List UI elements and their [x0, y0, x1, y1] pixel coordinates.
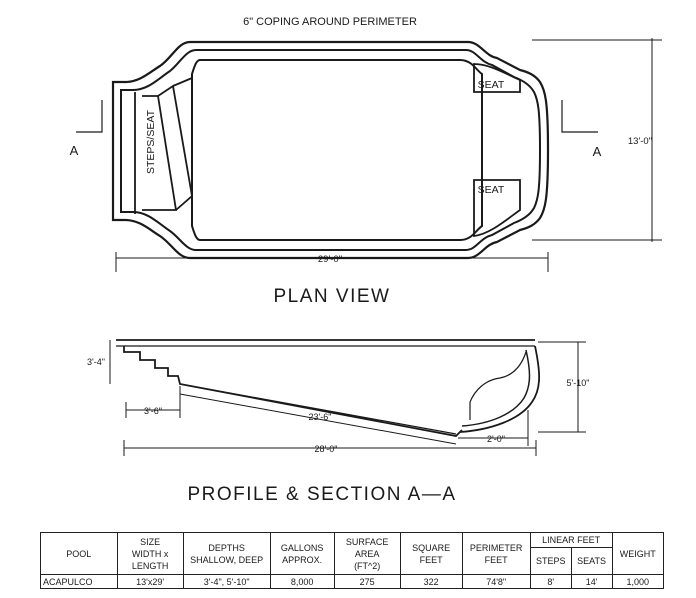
profile-section — [87, 340, 589, 505]
total-length-label: 28'-0" — [314, 444, 338, 454]
deep-depth-label: 5'-10" — [566, 378, 590, 388]
seat-top-label: SEAT — [477, 79, 505, 91]
header-size-line3: LENGTH — [131, 560, 169, 571]
steps-seat — [135, 78, 192, 214]
deep-depth-dimension — [538, 342, 589, 432]
seat-bottom-label: SEAT — [477, 184, 505, 196]
profile-steps — [124, 346, 462, 436]
plan-view — [70, 16, 662, 307]
header-depths — [183, 533, 270, 575]
header-linear-label: LINEAR FEET — [542, 535, 601, 545]
header-gallons-line1: GALLONS — [280, 542, 324, 553]
coping-note: 6" COPING AROUND PERIMETER — [243, 16, 417, 28]
header-steps — [530, 548, 571, 575]
header-weight-label: WEIGHT — [619, 548, 656, 559]
cell-size: 13'x29' — [117, 575, 183, 589]
header-square-line2: FEET — [419, 554, 443, 565]
header-surface-line1: SURFACE — [345, 536, 389, 547]
cell-steps: 8' — [530, 575, 571, 589]
cell-seats: 14' — [571, 575, 612, 589]
plan-view-title: PLAN VIEW — [273, 286, 391, 307]
header-size-line1: SIZE — [140, 536, 161, 547]
slope-length-dimension — [180, 394, 456, 444]
profile-title: PROFILE & SECTION A—A — [187, 484, 457, 505]
header-linear-feet — [530, 533, 612, 548]
section-label-left: A — [69, 143, 79, 158]
header-depths-line2: SHALLOW, DEEP — [190, 554, 264, 565]
header-pool-label: POOL — [66, 548, 92, 559]
header-size — [117, 533, 183, 575]
specs-table — [40, 532, 664, 589]
section-label-right: A — [592, 144, 602, 159]
cell-perimeter: 74'8" — [462, 575, 530, 589]
width-dim-label: 13'-0" — [627, 136, 653, 147]
cell-depths: 3'-4", 5'-10" — [183, 575, 270, 589]
header-seats-label: SEATS — [577, 556, 606, 566]
shallow-length-label: 3'-6" — [144, 406, 162, 416]
header-surface-line2: AREA — [354, 548, 380, 559]
header-perimeter-line1: PERIMETER — [469, 542, 523, 553]
header-perimeter — [462, 533, 530, 575]
header-gallons-line2: APPROX. — [282, 554, 323, 565]
cell-pool: ACAPULCO — [41, 575, 118, 589]
header-steps-label: STEPS — [535, 556, 566, 566]
length-dim-label: 29'-0" — [317, 254, 343, 265]
shallow-depth-label: 3'-4" — [87, 357, 105, 367]
width-dimension — [532, 38, 662, 242]
pool-floor-outline — [192, 60, 482, 240]
slope-length-label: 23'-6" — [308, 412, 332, 422]
header-surface — [334, 533, 400, 575]
cell-gallons: 8,000 — [270, 575, 334, 589]
cell-square: 322 — [400, 575, 462, 589]
table-row — [41, 575, 664, 589]
header-seats — [571, 548, 612, 575]
header-square-line1: SQUARE — [412, 542, 451, 553]
deep-length-label: 2'-0" — [487, 434, 505, 444]
header-perimeter-line2: FEET — [484, 554, 508, 565]
section-marker-left — [70, 100, 102, 158]
total-length-dimension — [124, 440, 536, 456]
shallow-depth-dimension — [87, 340, 110, 384]
cell-weight: 1,000 — [612, 575, 663, 589]
steps-seat-label: STEPS/SEAT — [145, 110, 157, 174]
header-square — [400, 533, 462, 575]
header-depths-line1: DEPTHS — [208, 542, 245, 553]
section-marker-right — [562, 100, 602, 159]
header-gallons — [270, 533, 334, 575]
shallow-length-dimension — [126, 386, 180, 418]
header-pool — [41, 533, 118, 575]
header-size-line2: WIDTH x — [131, 548, 169, 559]
cell-surface: 275 — [334, 575, 400, 589]
header-weight — [612, 533, 663, 575]
header-surface-line3: (FT^2) — [354, 560, 381, 571]
